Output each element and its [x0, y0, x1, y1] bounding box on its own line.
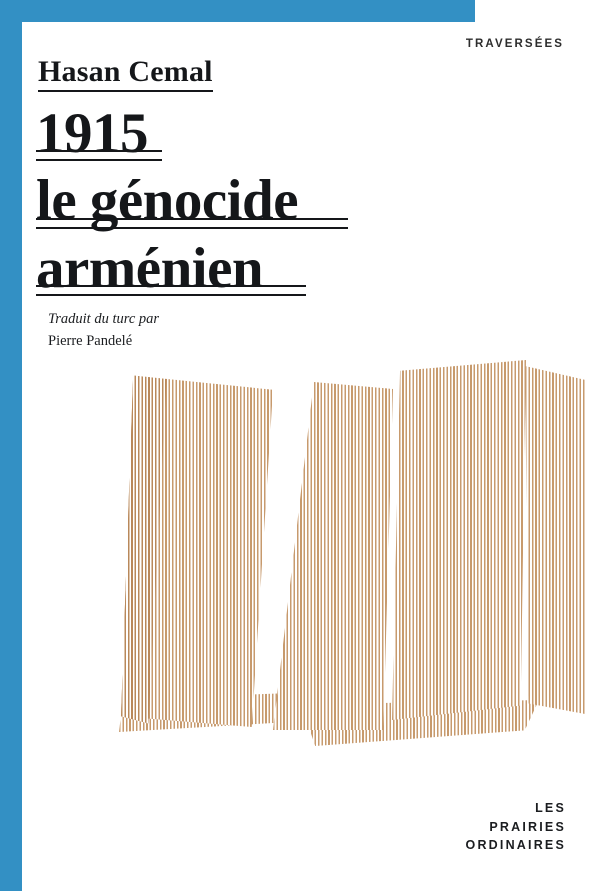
author-name: Hasan Cemal — [38, 55, 213, 92]
publisher-line-3: ORDINAIRES — [465, 838, 566, 853]
top-blue-bar — [22, 0, 475, 22]
translator-credit-line-1: Traduit du turc par — [48, 311, 160, 327]
publisher-line-2: PRAIRIES — [489, 819, 566, 834]
title-line-1 — [36, 100, 456, 167]
title-underline-1 — [36, 150, 162, 161]
illustration-slab-4 — [525, 366, 585, 714]
title-line-3 — [36, 235, 456, 302]
series-label: TRAVERSÉES — [465, 38, 564, 50]
left-blue-bar — [0, 0, 22, 891]
cover-illustration — [105, 360, 595, 770]
title-block — [36, 100, 456, 302]
illustration-slab-3 — [392, 360, 526, 720]
publisher-line-1: LES — [535, 800, 566, 815]
illustration-slab-2 — [273, 382, 393, 730]
title-line-2-text: le génocide — [36, 169, 299, 233]
title-line-3-text: arménien — [36, 236, 264, 300]
translator-credit — [48, 308, 159, 353]
translator-name: Pierre Pandelé — [48, 333, 133, 350]
title-line-2 — [36, 167, 456, 234]
title-underline-2 — [36, 218, 348, 229]
title-underline-3 — [36, 285, 306, 296]
title-line-1-text: 1915 — [36, 102, 148, 165]
publisher-logo — [466, 799, 566, 855]
